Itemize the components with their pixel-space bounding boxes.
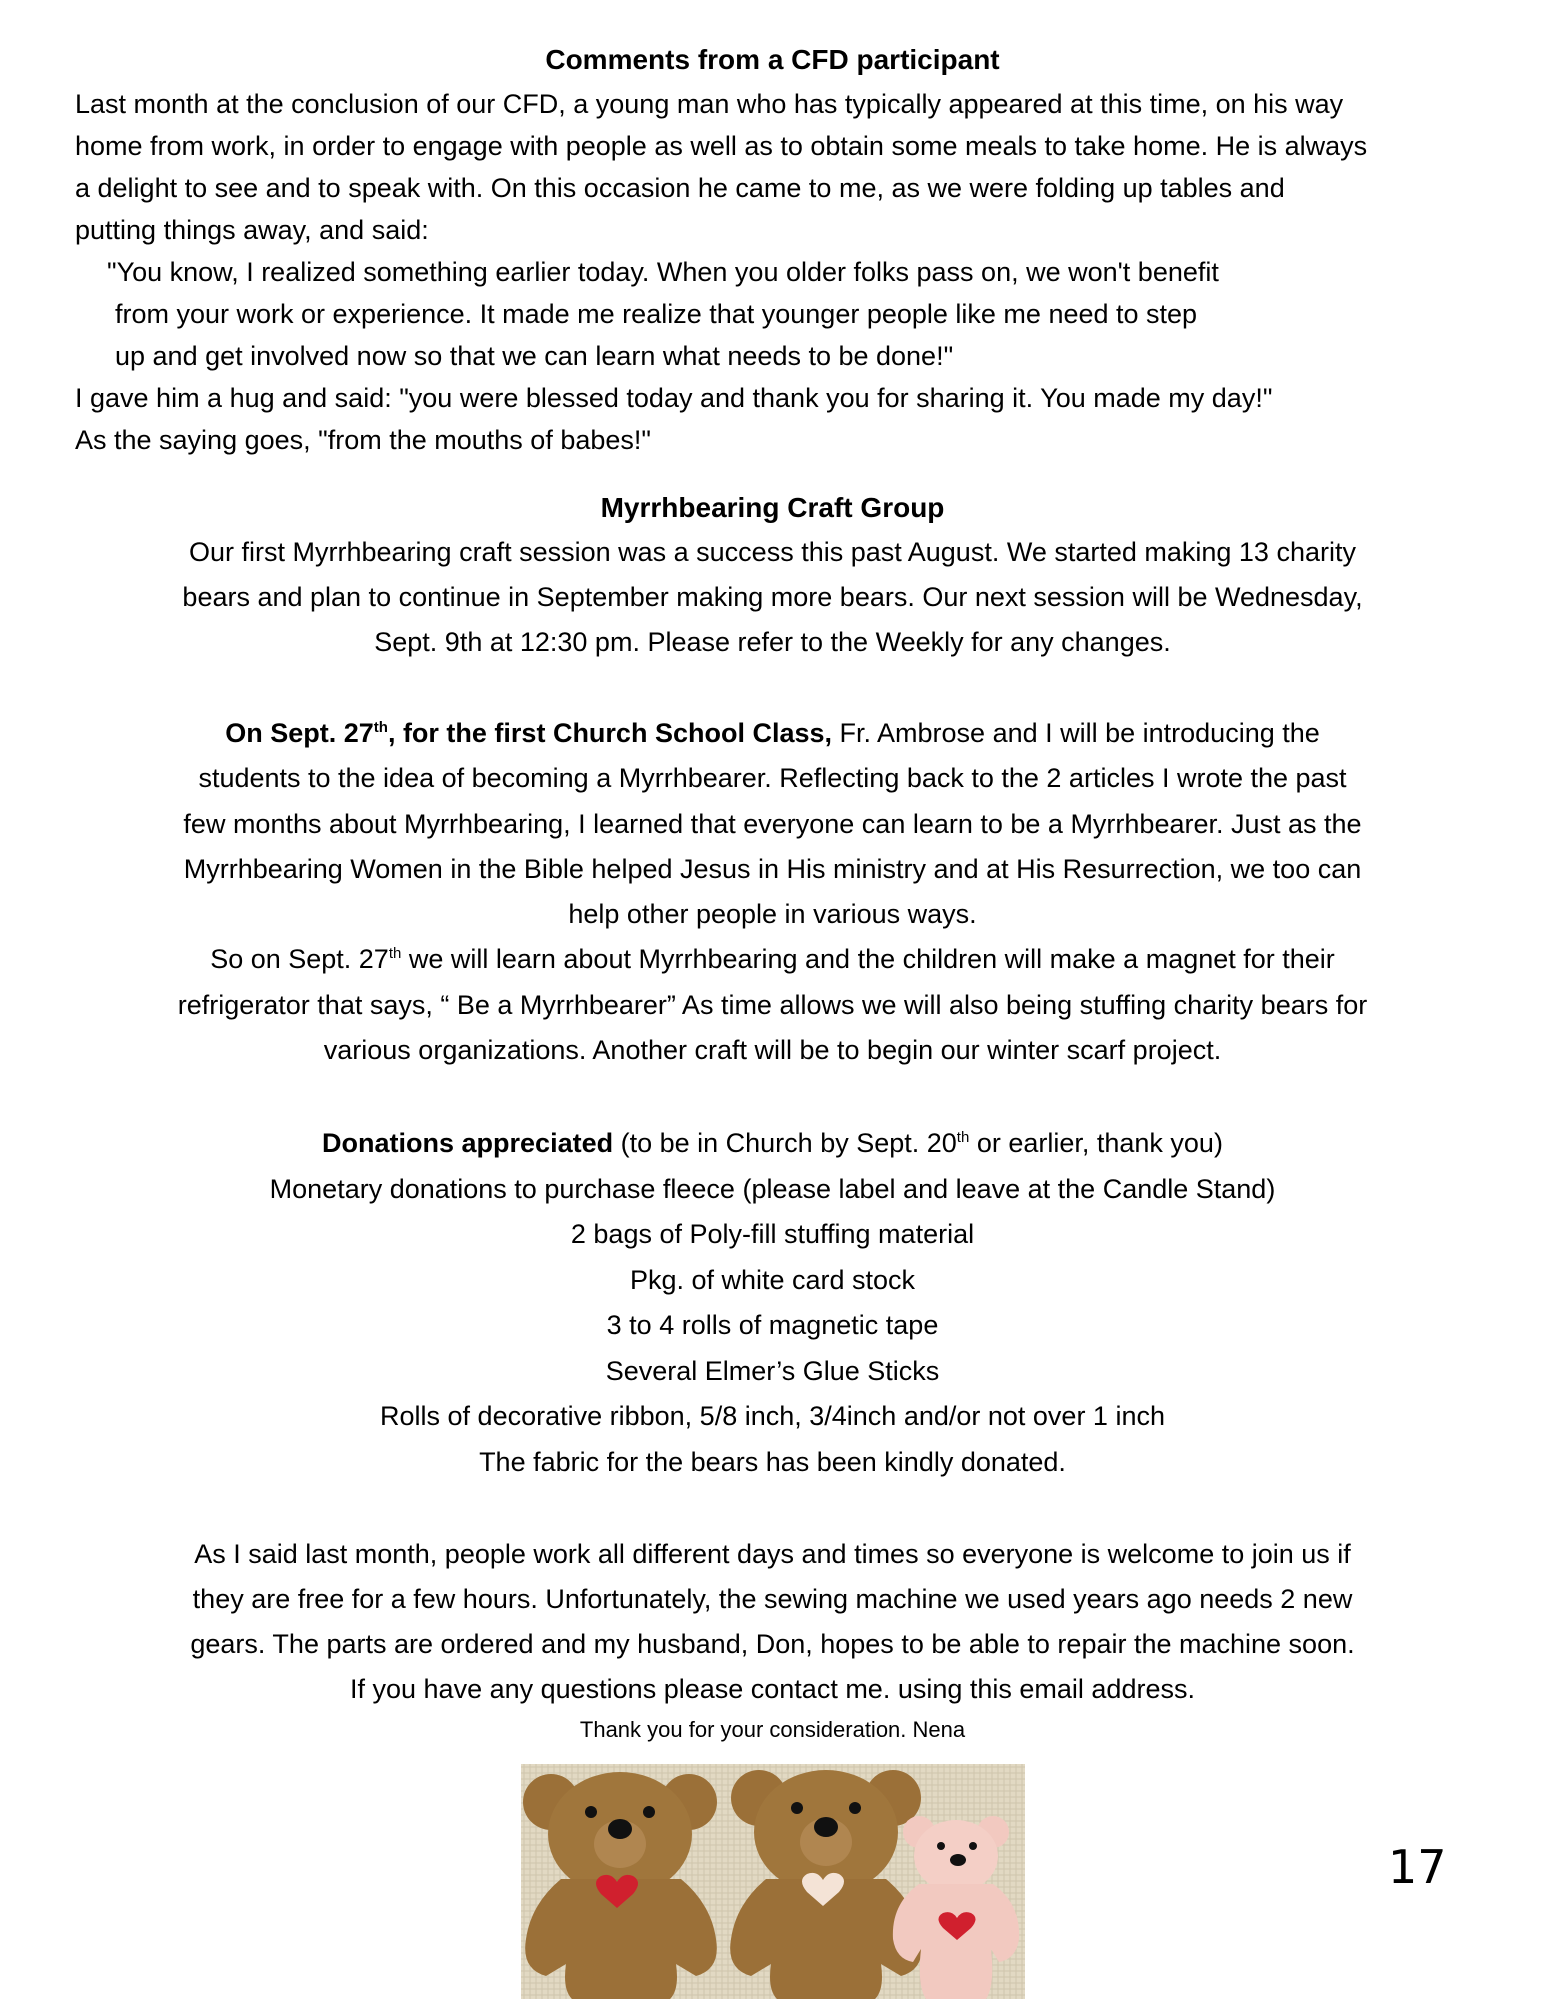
teddy-bears-illustration [521,1764,1025,1999]
craft-intro-line: bears and plan to continue in September making more bears. Our next session will be Wednesday, [182,582,1363,612]
cfd-closing-line: As the saying goes, "from the mouths of babes!" [75,425,651,455]
page-number: 17 [1388,1840,1447,1894]
craft-heading: Myrrhbearing Craft Group [600,492,945,523]
donations-heading: Donations appreciated (to be in Church by Sept. 20th or earlier, thank you) [322,1128,1223,1158]
thanks-signature: Thank you for your consideration. Nena [579,1717,966,1742]
cfd-line: Last month at the conclusion of our CFD, a young man who has typically appeared at this time, on his way [75,89,1344,119]
closing-line: they are free for a few hours. Unfortunately, the sewing machine we used years ago needs 2 new [192,1584,1353,1614]
church-school-line: help other people in various ways. [568,899,977,930]
donation-item: Several Elmer’s Glue Sticks [605,1355,940,1386]
donation-item: 3 to 4 rolls of magnetic tape [606,1310,939,1340]
cfd-line: putting things away, and said: [75,215,429,245]
cfd-heading: Comments from a CFD participant [545,44,1000,75]
closing-line: gears. The parts are ordered and my husband, Don, hopes to be able to repair the machine soon. [190,1629,1355,1659]
church-school-paragraph [60,711,1485,1073]
quote-line: up and get involved now so that we can learn what needs to be done!" [115,341,954,371]
donation-item: The fabric for the bears has been kindly donated. [479,1446,1066,1477]
church-school-line: students to the idea of becoming a Myrrhbearer. Reflecting back to the 2 articles I wrote the past [198,763,1347,794]
closing-paragraph [60,1532,1485,1712]
church-school-line: refrigerator that says, “ Be a Myrrhbearer” As time allows we will also being stuffing charity bears for [177,989,1368,1020]
quote-line: "You know, I realized something earlier today. When you older folks pass on, we won't benefit [107,257,1219,287]
church-school-line: Myrrhbearing Women in the Bible helped Jesus in His ministry and at His Resurrection, we too can [183,853,1362,884]
cfd-closing-line: I gave him a hug and said: "you were blessed today and thank you for sharing it. You made my day!" [75,383,1273,413]
cfd-line: home from work, in order to engage with people as well as to obtain some meals to take home. He is always [75,131,1368,161]
closing-line: If you have any questions please contact me. using this email address. [350,1674,1195,1704]
craft-intro-line: Sept. 9th at 12:30 pm. Please refer to the Weekly for any changes. [374,627,1171,657]
donation-item: Rolls of decorative ribbon, 5/8 inch, 3/4inch and/or not over 1 inch [380,1401,1165,1431]
cfd-line: a delight to see and to speak with. On this occasion he came to me, as we were folding up tables and [75,173,1285,203]
closing-line: As I said last month, people work all different days and times so everyone is welcome to join us if [194,1539,1351,1569]
church-school-line: various organizations. Another craft will be to begin our winter scarf project. [323,1035,1222,1066]
church-school-line: So on Sept. 27th we will learn about Myrrhbearing and the children will make a magnet for their [210,944,1335,975]
church-school-line: On Sept. 27th, for the first Church School Class, Fr. Ambrose and I will be introducing the [225,718,1320,748]
donation-item: Pkg. of white card stock [629,1264,916,1295]
teddy-bears-photo [521,1764,1025,1999]
donation-item: 2 bags of Poly-fill stuffing material [570,1219,975,1249]
cfd-paragraph [75,83,1495,461]
craft-intro-line: Our first Myrrhbearing craft session was a success this past August. We started making 13 charity [189,537,1356,567]
craft-intro [60,530,1485,665]
donation-item: Monetary donations to purchase fleece (please label and leave at the Candle Stand) [269,1173,1276,1204]
quote-line: from your work or experience. It made me realize that younger people like me need to step [115,299,1198,329]
church-school-bold: On Sept. 27th, for the first Church School Class, [225,718,833,748]
church-school-line: few months about Myrrhbearing, I learned that everyone can learn to be a Myrrhbearer. Just as the [183,808,1362,839]
donations-list [60,1121,1485,1485]
